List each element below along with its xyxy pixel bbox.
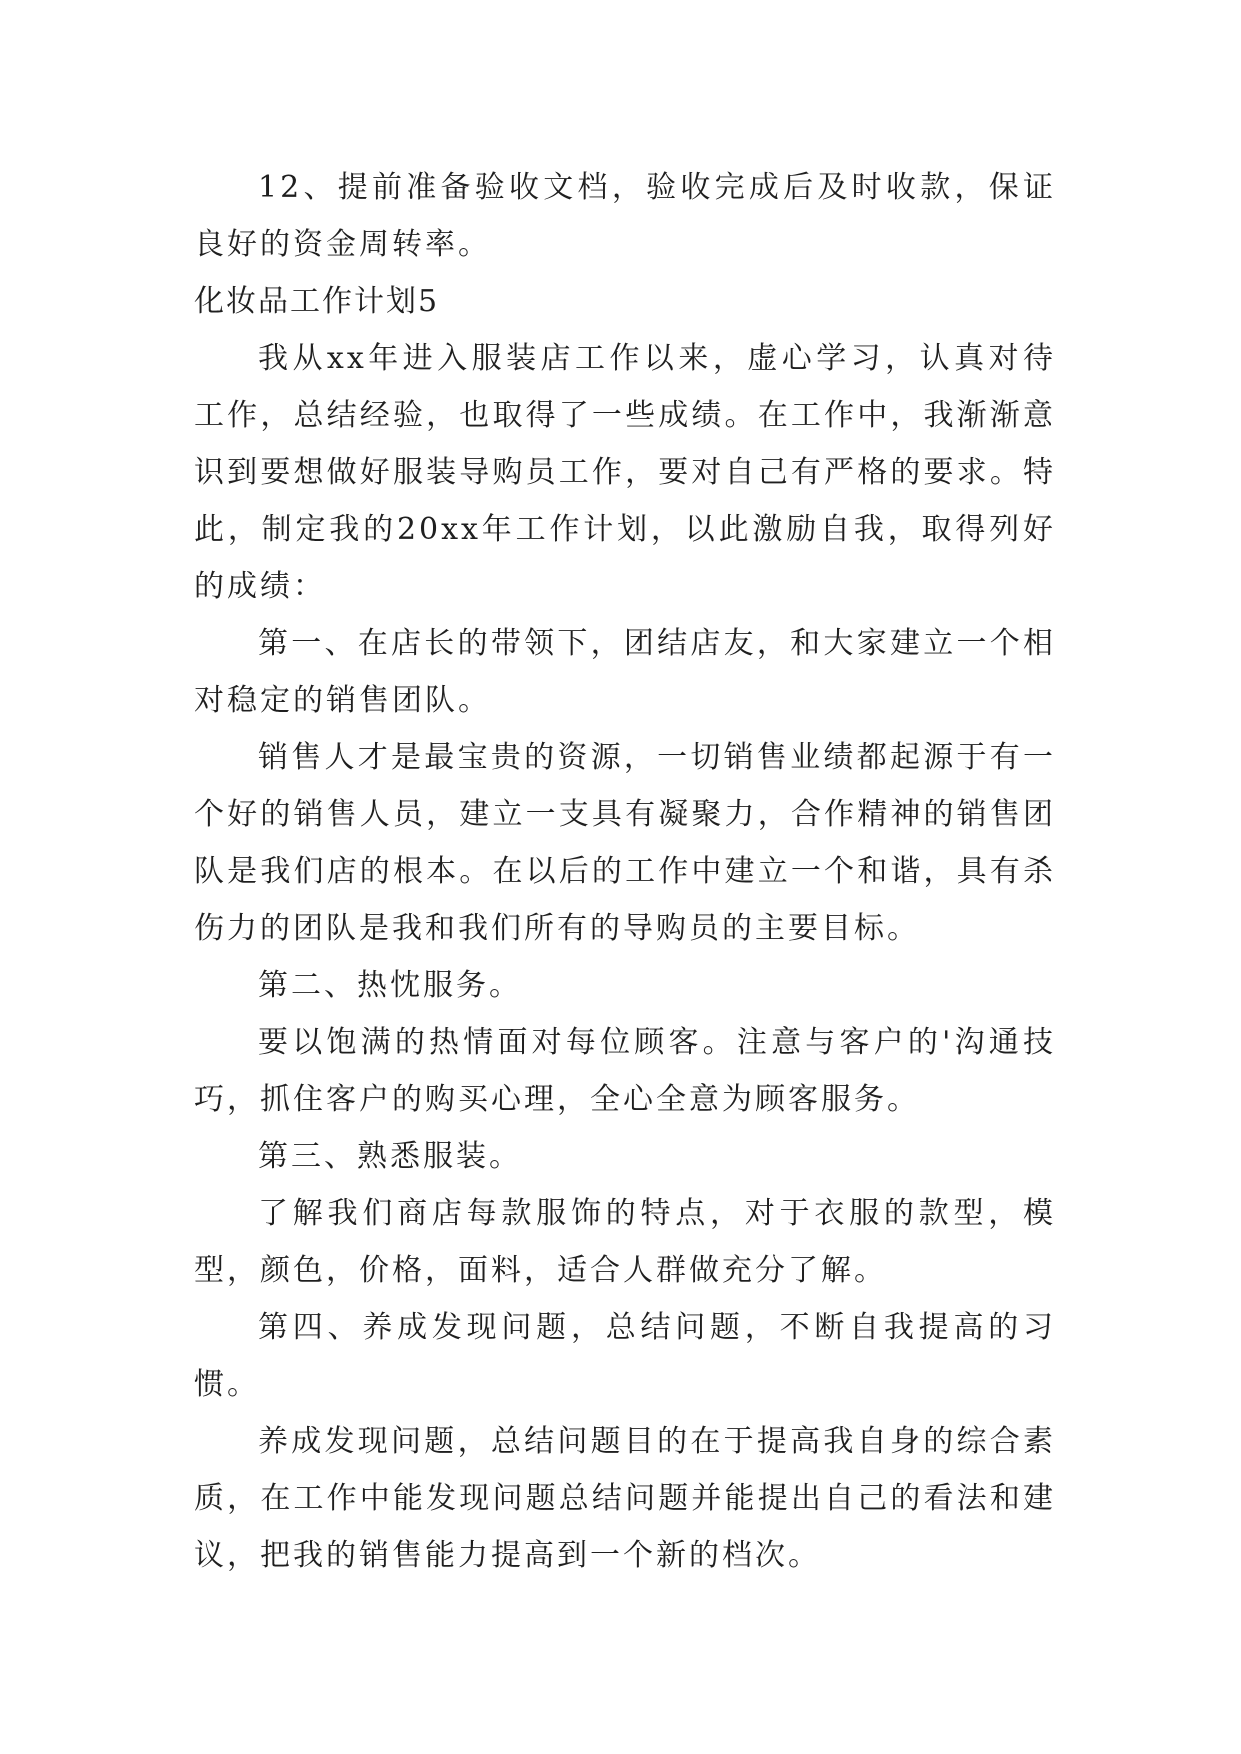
point-three-heading: 第三、熟悉服装。 — [258, 1139, 522, 1174]
point-two-body: 要以饱满的热情面对每位顾客。注意与客户的'沟通技巧，抓住客户的购买心理，全心全意为顾客服务。 — [194, 1025, 1056, 1117]
point-two-heading: 第二、热忱服务。 — [258, 968, 522, 1003]
point-four-body: 养成发现问题，总结问题目的在于提高我自身的综合素质，在工作中能发现问题总结问题并能提出自己的看法和建议，把我的销售能力提高到一个新的档次。 — [194, 1424, 1056, 1573]
section-heading: 化妆品工作计划5 — [194, 284, 440, 319]
intro-paragraph: 我从xx年进入服装店工作以来，虚心学习，认真对待工作，总结经验，也取得了一些成绩。在工作中，我渐渐意识到要想做好服装导购员工作，要对自己有严格的要求。特此，制定我的20xx年工作计划，以此激励自我，取得列好的成绩： — [194, 341, 1056, 604]
document-body — [194, 159, 1056, 1584]
point-four-heading: 第四、养成发现问题，总结问题，不断自我提高的习惯。 — [194, 1310, 1056, 1402]
point-one-body: 销售人才是最宝贵的资源，一切销售业绩都起源于有一个好的销售人员，建立一支具有凝聚力，合作精神的销售团队是我们店的根本。在以后的工作中建立一个和谐，具有杀伤力的团队是我和我们所有的导购员的主要目标。 — [194, 740, 1056, 946]
point-one-heading: 第一、在店长的带领下，团结店友，和大家建立一个相对稳定的销售团队。 — [194, 626, 1056, 718]
point-three-body: 了解我们商店每款服饰的特点，对于衣服的款型，模型，颜色，价格，面料，适合人群做充分了解。 — [194, 1196, 1056, 1288]
paragraph-item-12: 12、提前准备验收文档，验收完成后及时收款，保证良好的资金周转率。 — [194, 170, 1056, 262]
